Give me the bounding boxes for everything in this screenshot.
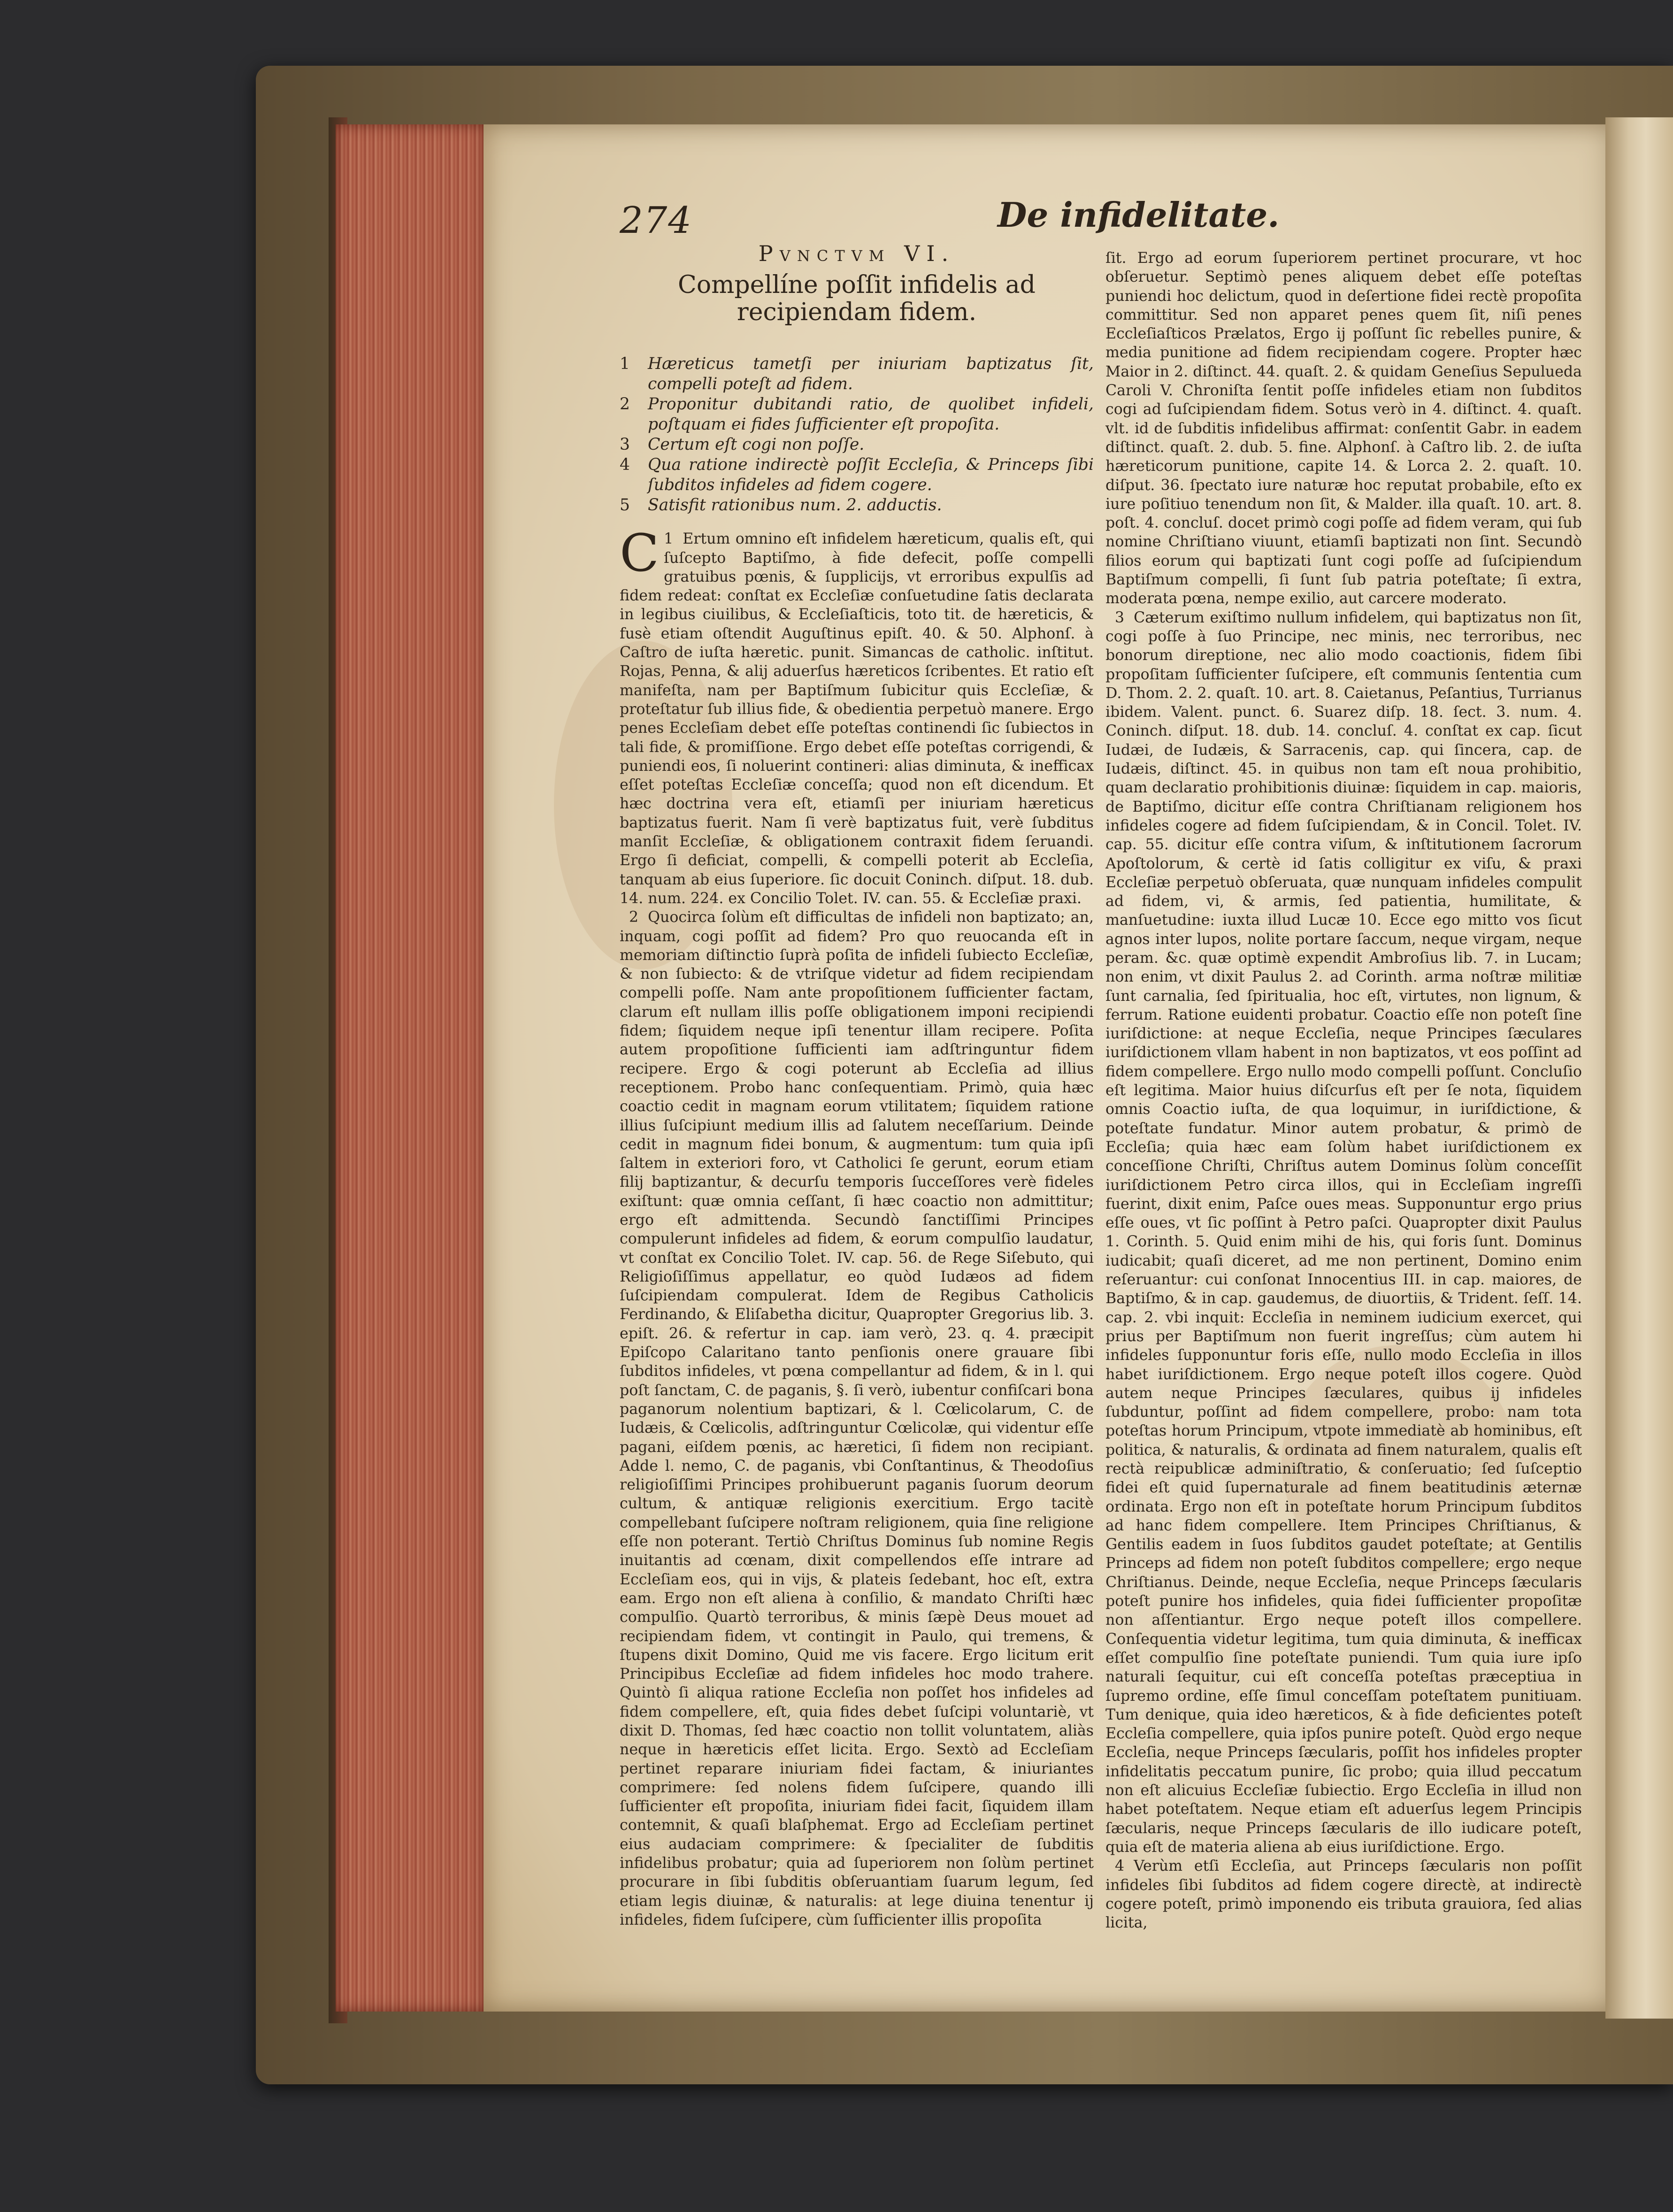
summary-item [620, 354, 1094, 394]
paragraph-text: Quocirca ſolùm eſt difficultas de infideli non baptizato; an, inquam, cogi poſſit ad fidem? Pro quo reuocanda eſt in memoriam diſtinctio ſuprà poſita de infideli ſubiecto Eccleſiæ, & non ſubiecto: & de vtriſque videtur ad fidem recipiendam compelli poſſe. Nam ante propoſitionem ſufficienter factam, clarum eſt nullam illis poſſe obligationem imponi recipiendi fidem; ſiquidem neque ipſi tenentur illam recipere. Poſita autem propoſitione ſufficienti iam adſtringuntur fidem recipere. Ergo & cogi poterunt ab Eccleſia ad illius receptionem. Probo hanc conſequentiam. Primò, quia hæc coactio cedit in magnam eorum vtilitatem; ſiquidem ratione illius ſuſcipiunt medium illis ad ſalutem neceſſarium. Deinde cedit in magnum fidei bonum, & augmentum: tum quia ipſi ſaltem in exteriori foro, vt Catholici ſe gerunt, eorum etiam filij baptizantur, & decurſu temporis ſucceſſores verè fideles exiſtunt: quæ omnia ceſſant, ſi hæc coactio non admittitur; ergo eſt admittenda. Secundò ſanctiſſimi Principes compulerunt infideles ad fidem, & eorum compulſio laudatur, vt conſtat ex Concilio Tolet. IV. cap. 56. de Rege Siſebuto, qui Religioſiſſimus appellatur, eo quòd Iudæos ad fidem ſuſcipiendam compulerat. Idem de Regibus Catholicis Ferdinando, & Eliſabetha dicitur, Quapropter Gregorius lib. 3. epiſt. 26. & refertur in cap. iam verò, 23. q. 4. præcipit Epiſcopo Calaritano tanto penſionis onere grauare ſibi ſubditos infideles, vt pœna compellantur ad fidem, & in l. qui poſt ſanctam, C. de paganis, §. ſi verò, iubentur confiſcari bona paganorum nolentium baptizari, & l. Cœlicolarum, C. de Iudæis, & Cœlicolis, adſtringuntur Cœlicolæ, qui videntur eſſe pagani, eiſdem pœnis, ac hæretici, ſi fidem non recipiant. Adde l. nemo, C. de paganis, vbi Conſtantinus, & Theodoſius religioſiſſimi Principes prohibuerunt paganis ſuorum deorum cultum, & antiquæ religionis exercitium. Ergo tacitè compellebant ſuſcipere noſtram religionem, quia ſine religione eſſe non poterant. Tertiò Chriſtus Dominus ſub nomine Regis inuitantis ad cœnam, dixit compellendos eſſe intrare ad Eccleſiam eos, qui in vijs, & plateis ſedebant, hoc eſt, extra eam. Ergo non eſt aliena à conſilio, & mandato Chriſti hæc compulſio. Quartò terroribus, & minis ſæpè Deus mouet ad recipiendam fidem, vt contingit in Paulo, qui tremens, & ſtupens dixit Domino, Quid me vis facere. Ergo licitum erit Principibus Eccleſiæ ad fidem infideles hoc modo trahere. Quintò ſi aliqua ratione Eccleſia non poſſet hos infideles ad fidem compellere, eſt, quia fides debet ſuſcipi voluntariè, vt dixit D. Thomas, ſed hæc coactio non tollit voluntatem, aliàs neque in hæreticis eſſet licita. Ergo. Sextò ad Eccleſiam pertinet reparare iniuriam fidei factam, & iniuriantes comprimere: ſed nolens fidem ſuſcipere, quando illi ſufficienter eſt propoſita, iniuriam fidei facit, ſiquidem illam contemnit, & quaſi blaſphemat. Ergo ad Eccleſiam pertinet eius audaciam comprimere: & ſpecialiter de ſubditis infidelibus probatur; quia ad ſuperiorem non ſolùm pertinet procurare in ſibi ſubditis obſeruantiam ſuarum legum, ſed etiam legis diuinæ, & naturalis: at lege diuina tenentur ij infideles, fidem ſuſcipere, cùm ſufficienter illis propoſita [620, 909, 1094, 1928]
section-subtitle: Compellíne poſſit infidelis ad recipiendam fidem. [678, 271, 1036, 327]
right-column [1105, 249, 1582, 1932]
left-column [620, 241, 1094, 1929]
paragraph-number: 3 [1115, 609, 1125, 626]
running-head: De infidelitate. [998, 195, 1280, 235]
summary-list [620, 354, 1094, 515]
paragraph-text: Cæterum exiſtimo nullum infidelem, qui baptizatus non ſit, cogi poſſe à ſuo Principe, nec minis, nec terroribus, nec bonorum direptione, nec alio modo coactionis, fidem ſibi propoſitam ſufficienter ſuſcipere, eſt communis ſententia cum D. Thom. 2. 2. quaſt. 10. art. 8. Caietanus, Peſantius, Turrianus ibidem. Valent. punct. 6. Suarez diſp. 18. ſect. 3. num. 4. Coninch. diſput. 18. dub. 14. concluſ. 4. conſtat ex cap. ſicut Iudæi, de Iudæis, & Sarracenis, cap. qui ſincera, cap. de Iudæis, diſtinct. 45. in quibus non tam eſt noua prohibitio, quam declaratio prohibitionis diuinæ: ſiquidem in cap. maioris, de Baptiſmo, dicitur eſſe contra Chriſtianam religionem hos infideles cogere ad fidem ſuſcipiendam, & in Concil. Tolet. IV. cap. 55. dicitur eſſe contra viſum, & inſtitutionem ſacrorum Apoſtolorum, & certè id ſatis colligitur ex viſu, & praxi Eccleſiæ perpetuò obſeruata, quæ nunquam infideles compulit ad fidem, vi, & armis, ſed patientia, humilitate, & manſuetudine: iuxta illud Lucæ 10. Ecce ego mitto vos ſicut agnos inter lupos, nolite portare ſaccum, neque virgam, neque peram. &c. quæ optimè expendit Ambroſius lib. 7. in Lucam; non enim, vt dixit Paulus 2. ad Corinth. arma noſtræ militiæ ſunt carnalia, ſed ſpiritualia, hoc eſt, virtutes, non lignum, & ferrum. Ratione euidenti probatur. Coactio eſſe non poteſt ſine iuriſdictione: at neque Eccleſia, neque Principes ſæculares iuriſdictionem vllam habent in non baptizatos, vt eos poſſint ad fidem compellere. Ergo nullo modo compelli poſſunt. Concluſio eſt legitima. Maior huius diſcurſus eſt per ſe nota, ſiquidem omnis Coactio iuſta, de qua loquimur, in iuriſdictione, & poteſtate fundatur. Minor autem probatur, & primò de Eccleſia; quia hæc eam ſolùm habet iuriſdictionem ex conceſſione Chriſti, Chriſtus autem Dominus ſolùm conceſſit iuriſdictionem Petro circa illos, qui in Eccleſiam ingreſſi fuerint, dixit enim, Paſce oues meas. Supponuntur ergo prius eſſe oues, vt ſic poſſint à Petro paſci. Quapropter dixit Paulus 1. Corinth. 5. Quid enim mihi de his, qui foris ſunt. Dominus iudicabit; quaſi diceret, ad me non pertinent, Domino enim reſeruantur: cui conſonat Innocentius III. in cap. maiores, de Baptiſmo, & in cap. gaudemus, de diuortiis, & Trident. ſeſſ. 14. cap. 2. vbi inquit: Eccleſia in neminem iudicium exercet, qui prius per Baptiſmum non fuerit ingreſſus; cùm autem hi infideles ſupponuntur foris eſſe, nullo modo Eccleſia in illos habet iuriſdictionem. Ergo neque poteſt illos cogere. Quòd autem neque Principes ſæculares, quibus ij infideles ſubduntur, poſſint ad fidem compellere, probo: nam tota poteſtas horum Principum, vtpote immediatè ab hominibus, eſt politica, & naturalis, & ordinata ad finem naturalem, qualis eſt rectà reipublicæ adminiſtratio, & conſeruatio; ſed ſuſceptio fidei eſt quid ſupernaturale ad finem beatitudinis æternæ ordinata. Ergo non eſt in poteſtate horum Principum ſubditos ad hanc fidem compellere. Item Principes Chriſtianus, & Gentilis eadem in ſuos ſubditos gaudet poteſtate; at Gentilis Princeps ad fidem non poteſt ſubditos compellere; ergo neque Chriſtianus. Deinde, neque Eccleſia, neque Princeps ſæcularis poteſt punire hos infideles, quia fidei ſufficienter propoſitæ non aſſentiantur. Ergo neque poteſt illos compellere. Conſequentia videtur legitima, tum quia diminuta, & inefficax eſſet compulſio ſine poteſtate puniendi. Tum quia iure ipſo naturali ſequitur, cui eſt conceſſa poteſtas præceptiua in ſupremo ordine, eſſe ſimul conceſſam poteſtatem punitiuam. Tum denique, quia ideo hæreticos, & à fide deficientes poteſt Eccleſia compellere, quia ipſos punire poteſt. Quòd ergo neque Eccleſia, neque Princeps ſæcularis, poſſit hos infideles propter infidelitatis peccatum punire, ſic probo; quia illud peccatum non eſt alicuius Eccleſiæ ſubiectio. Ergo Eccleſia in illud non habet poteſtatem. Neque etiam eſt aduerſus legem Principis ſæcularis, neque Princeps ſæcularis de illo iudicare poteſt, quia eſt de materia aliena ab eius iuriſdictione. Ergo. [1105, 609, 1582, 1856]
paragraph-text: ſit. Ergo ad eorum ſuperiorem pertinet procurare, vt hoc obſeruetur. Septimò penes aliquem debet eſſe poteſtas puniendi hoc delictum, quod in deſertione fidei rectè propoſita committitur. Sed non apparet penes quem ſit, niſi penes Eccleſiaſticos Prælatos, Ergo ij poſſunt ſic rebelles punire, & media punitione ad fidem recipiendam cogere. Propter hæc Maior in 2. diſtinct. 44. quaſt. 2. & quidam Geneſius Sepulueda Caroli V. Chroniſta ſentit poſſe infideles etiam non ſubditos cogi ad ſuſcipiendam fidem. Sotus verò in 4. diſtinct. 4. quaſt. vlt. id de ſubditis infidelibus affirmat: conſentit Gabr. in eadem diſtinct. quaſt. 2. dub. 5. fine. Alphonſ. à Caſtro lib. 2. de iuſta hæreticorum punitione, capite 14. & Lorca 2. 2. quaſt. 10. diſput. 36. ſpectato iure naturæ hoc reputat probabile, eſto ex iure poſitiuo tenendum non ſit, & Malder. illa quaſt. 10. art. 8. poſt. 4. concluſ. docet primò cogi poſſe ad fidem veram, qui ſub nomine Chriſtiano viuunt, etiamſi baptizati non ſint. Secundò filios eorum qui baptizati ſunt cogi poſſe ad ſuſcipiendum Baptiſmum compelli, ſi ſunt ſub patria poteſtate; ſi extra, moderata pœna, nempe exilio, aut carcere moderato. [1105, 250, 1582, 607]
body-paragraph [620, 523, 1094, 908]
body-paragraph [620, 908, 1094, 1929]
paragraph-number: 4 [1115, 1858, 1125, 1875]
paragraph-number: 1 [664, 530, 674, 548]
summary-text: Qua ratione indirectè poſſit Eccleſia, & Princeps ſibi ſubditos infideles ad fidem cogere. [648, 455, 1094, 495]
summary-number: 2 [620, 395, 630, 414]
paragraph-text: Verùm etſi Eccleſia, aut Princeps ſæcularis non poſſit infideles ſibi ſubditos ad fidem cogere directè, at indirectè cogere poteſt, primò imponendo eis tributa grauiora, ſed alias licita, [1105, 1858, 1582, 1932]
summary-item [620, 394, 1094, 435]
page-number: 274 [620, 200, 692, 242]
section-title: Pvnctvm VI. [758, 241, 955, 266]
summary-number: 4 [620, 455, 630, 475]
summary-text: Certum eſt cogi non poſſe. [648, 435, 865, 454]
summary-number: 5 [620, 496, 630, 515]
body-paragraph [1105, 249, 1582, 608]
summary-item [620, 435, 1094, 455]
summary-number: 1 [620, 354, 630, 374]
paragraph-number: 2 [629, 909, 639, 926]
summary-text: Hæreticus tametſi per iniuriam baptizatus ſit, compelli poteſt ad fidem. [648, 354, 1094, 394]
page-fore-edge [336, 124, 486, 2012]
summary-item [620, 495, 1094, 515]
body-paragraph [1105, 1857, 1582, 1932]
summary-item [620, 455, 1094, 495]
drop-cap: C [620, 523, 660, 584]
summary-text: Satisfit rationibus num. 2. adductis. [648, 496, 942, 515]
page-gutter [1605, 117, 1673, 2019]
summary-text: Proponitur dubitandi ratio, de quolibet infideli, poſtquam ei fides ſufficienter eſt propoſita. [648, 395, 1094, 434]
paragraph-text: Ertum omnino eſt infidelem hæreticum, qualis eſt, qui ſuſcepto Baptiſmo, à fide defecit, poſſe compelli gratuibus pœnis, & ſupplicijs, vt erroribus expulſis ad fidem redeat: conſtat ex Eccleſiæ conſuetudine ſatis declarata in legibus ciuilibus, & Eccleſiaſticis, toto tit. de hæreticis, & fusè etiam oſtendit Auguſtinus epiſt. 40. & 50. Alphonſ. à Caſtro de iuſta hæretic. punit. Simancas de catholic. inſtitut. Rojas, Penna, & alij aduerſus hæreticos ſcribentes. Et ratio eſt manifeſta, nam per Baptiſmum ſubicitur quis Eccleſiæ, & proteſtatur ſub illius fide, & obedientia perpetuò manere. Ergo penes Eccleſiam debet eſſe poteſtas continendi ſic ſubiectos in tali fide, & promiſſione. Ergo debet eſſe poteſtas corrigendi, & puniendi eos, ſi noluerint contineri: alias diminuta, & inefficax eſſet poteſtas Eccleſiæ conceſſa; quod non eſt dicendum. Et hæc doctrina vera eſt, etiamſi per iniuriam hæreticus baptizatus fuerit. Nam ſi verè baptizatus fuit, verè ſubditus manſit Eccleſiæ, & obligationem contraxit fidem ſeruandi. Ergo ſi deficiat, compelli, & compelli poterit ab Eccleſia, tanquam ab eius ſuperiore. ſic docuit Coninch. diſput. 18. dub. 14. num. 224. ex Concilio Tolet. IV. can. 55. & Eccleſiæ praxi. [620, 530, 1094, 907]
summary-number: 3 [620, 435, 630, 454]
body-paragraph [1105, 608, 1582, 1857]
